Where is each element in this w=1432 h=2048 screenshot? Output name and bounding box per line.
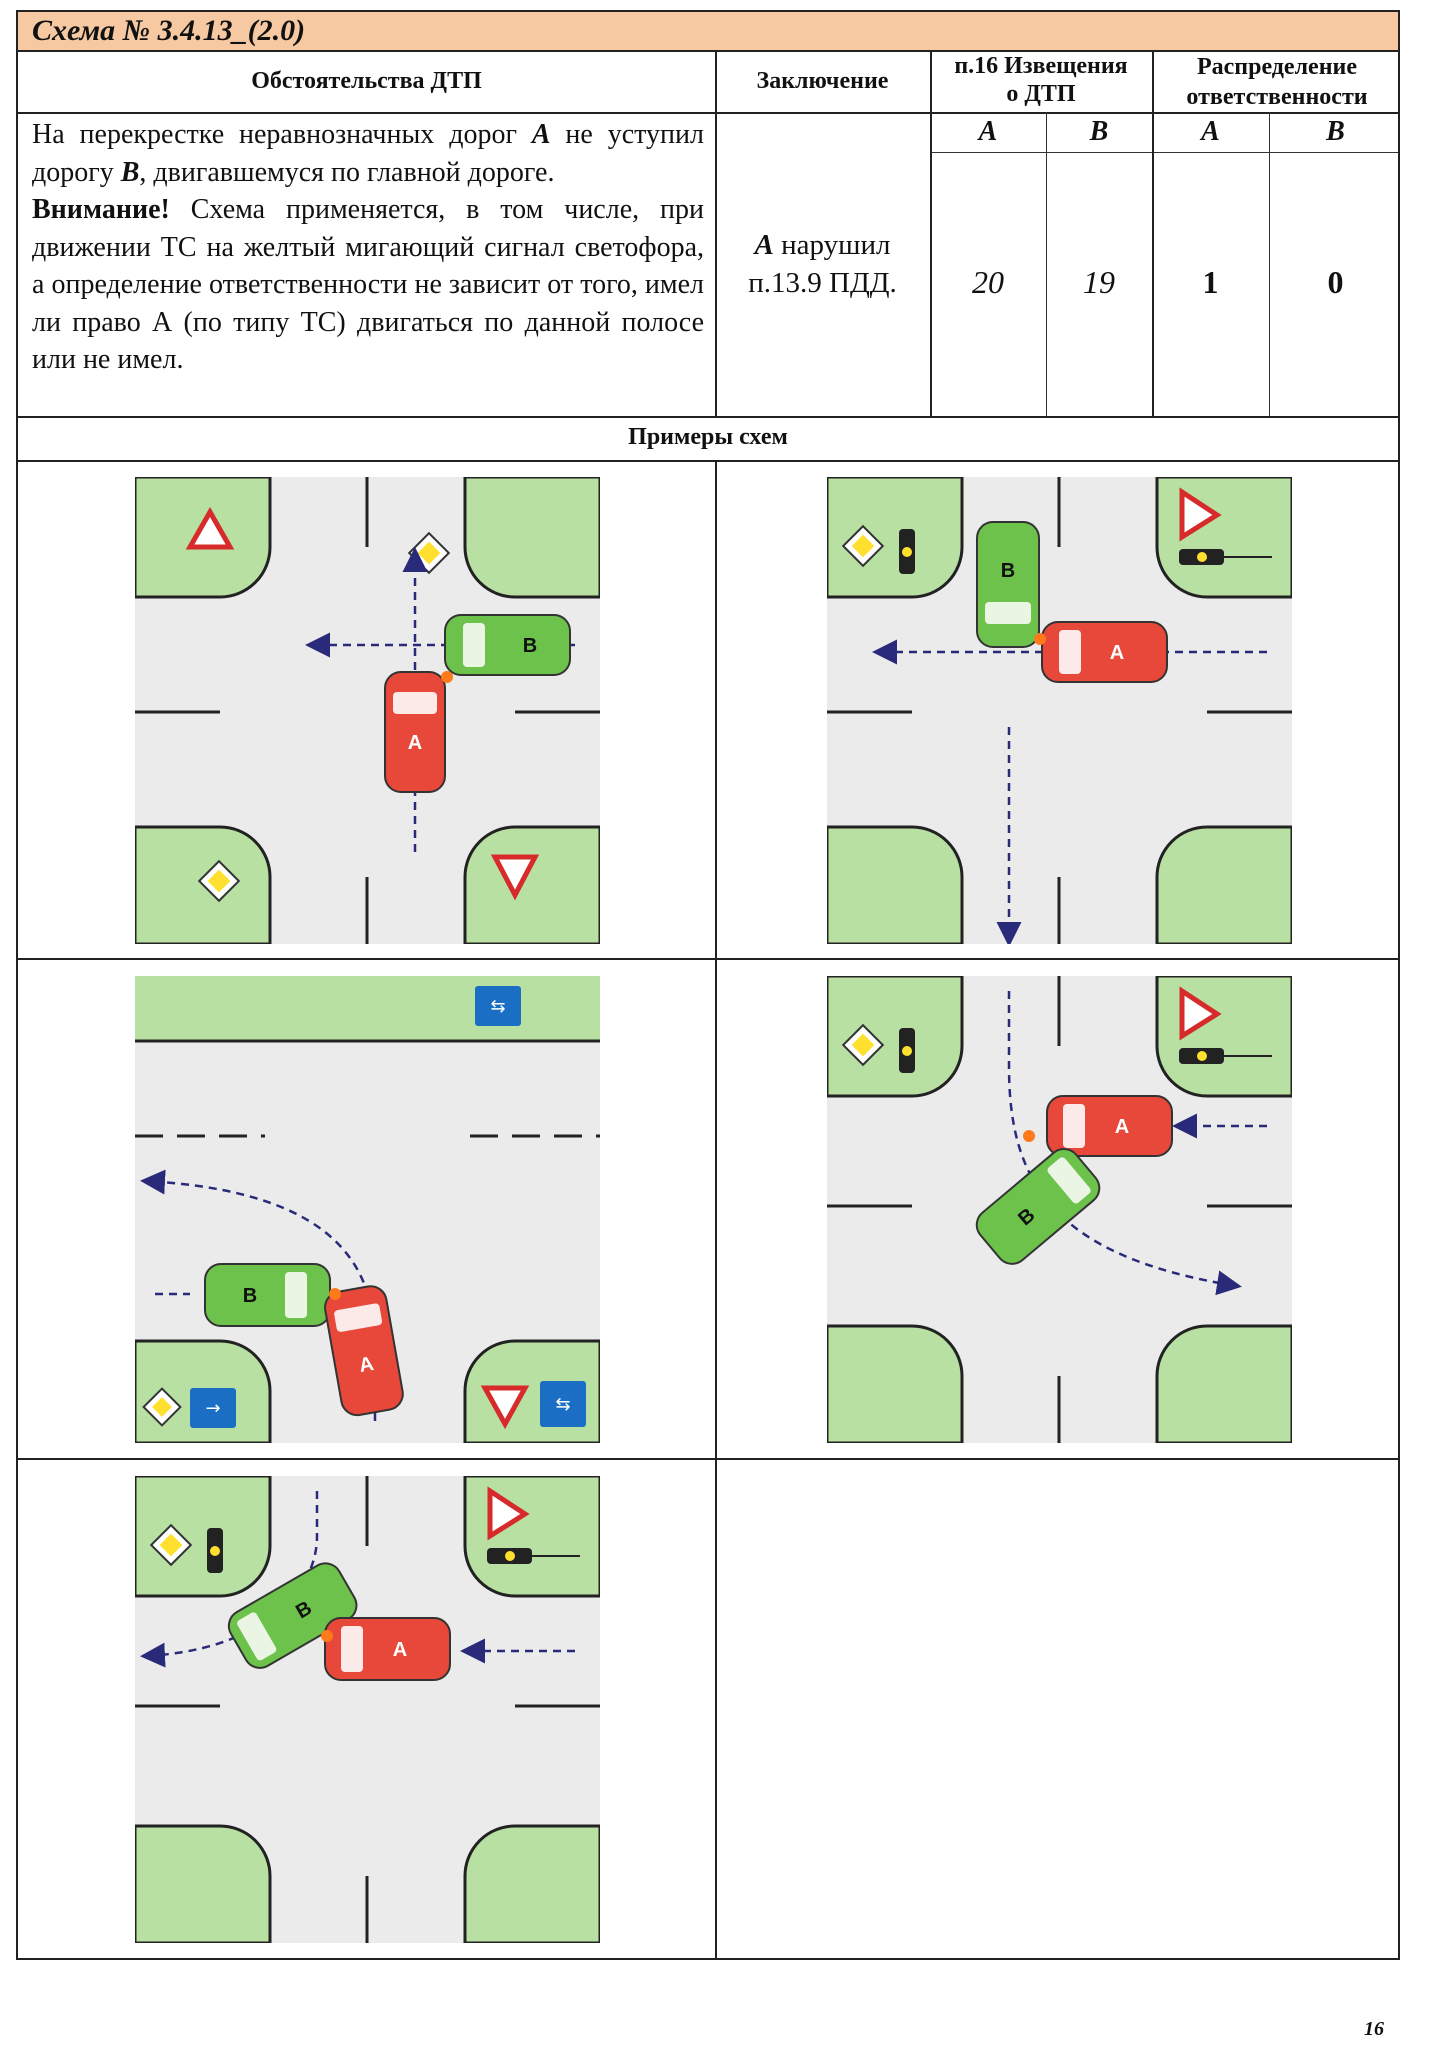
grass-corner bbox=[1157, 1326, 1292, 1443]
grass-corner bbox=[135, 1826, 270, 1943]
grass-strip bbox=[135, 976, 600, 1041]
conclusion-line1: нарушил bbox=[773, 229, 891, 261]
example-diagram-1 bbox=[135, 477, 600, 944]
header-circumstances: Обстоятельства ДТП bbox=[251, 68, 482, 94]
header-resp-line1: Распределение bbox=[1196, 54, 1358, 80]
car-b-label: B bbox=[242, 1285, 258, 1307]
car-a bbox=[325, 1618, 450, 1680]
grass-corner bbox=[827, 827, 962, 944]
attention-label: Внимание! bbox=[32, 194, 170, 225]
grass-corner bbox=[465, 1826, 600, 1943]
grass-corner bbox=[135, 1476, 270, 1596]
circumstances-text bbox=[32, 116, 704, 379]
grass-corner bbox=[827, 1326, 962, 1443]
divider bbox=[18, 1458, 1398, 1460]
grass-corner bbox=[1157, 976, 1292, 1096]
car-b bbox=[205, 1264, 330, 1326]
page-number: 16 bbox=[1364, 2018, 1384, 2040]
header-resp-line2: ответственности bbox=[1186, 84, 1368, 110]
impact-icon bbox=[1023, 1130, 1035, 1142]
grass-corner bbox=[465, 827, 600, 944]
divider bbox=[715, 460, 717, 1960]
conclusion-line2: п.13.9 ПДД. bbox=[748, 267, 897, 299]
car-a-label: A bbox=[1114, 1116, 1130, 1138]
grass-corner bbox=[465, 1476, 600, 1596]
car-a-label: A bbox=[1109, 642, 1125, 664]
svg-text:⇆: ⇆ bbox=[490, 996, 506, 1017]
example-diagram-3 bbox=[135, 976, 600, 1443]
car-a-label: A bbox=[407, 732, 423, 754]
grass-corner bbox=[465, 477, 600, 597]
header-notice bbox=[930, 52, 1152, 108]
attention-text: Схема применяется, в том числе, при движении ТС на желтый мигающий сигнал светофора, а определение ответственности не зависит от того, имел ли право А (по типу ТС) двигаться по данной полосе или не имел. bbox=[32, 194, 704, 375]
svg-text:⇆: ⇆ bbox=[555, 1394, 571, 1415]
circ-text: , двигавшемуся по главной дороге. bbox=[139, 156, 555, 188]
vehicle-a-ref: А bbox=[531, 119, 551, 150]
impact-icon bbox=[1034, 633, 1046, 645]
sub-header-b: B bbox=[1089, 116, 1109, 147]
impact-icon bbox=[329, 1288, 341, 1300]
car-b-label: B bbox=[1000, 560, 1016, 582]
svg-text:→: → bbox=[205, 1398, 221, 1419]
example-diagram-5 bbox=[135, 1476, 600, 1943]
circ-text: На перекрестке неравнозначных дорог bbox=[32, 119, 532, 150]
conclusion-text bbox=[715, 226, 930, 302]
divider bbox=[18, 460, 1398, 462]
example-diagram-2 bbox=[827, 477, 1292, 944]
scheme-table bbox=[16, 10, 1400, 1960]
resp-a-value: 1 bbox=[1202, 264, 1219, 300]
car-a bbox=[1047, 1096, 1172, 1156]
divider bbox=[18, 416, 1398, 418]
divider bbox=[18, 112, 1398, 114]
impact-icon bbox=[321, 1630, 333, 1642]
car-a bbox=[385, 672, 445, 792]
car-b bbox=[445, 615, 570, 675]
header-notice-line2: о ДТП bbox=[1006, 81, 1076, 107]
vehicle-b-ref: В bbox=[120, 156, 140, 188]
scheme-title: Схема № 3.4.13_(2.0) bbox=[32, 14, 306, 47]
example-diagram-4 bbox=[827, 976, 1292, 1443]
header-conclusion: Заключение bbox=[756, 68, 889, 94]
sub-header-a: A bbox=[978, 116, 998, 147]
grass-corner bbox=[1157, 827, 1292, 944]
car-b-label: B bbox=[1014, 1204, 1040, 1231]
car-a bbox=[1042, 622, 1167, 682]
sub-header-b: B bbox=[1326, 116, 1345, 147]
notice-b-value: 19 bbox=[1083, 264, 1115, 300]
divider bbox=[18, 958, 1398, 960]
sub-header-a: A bbox=[1201, 116, 1220, 147]
header-notice-line1: п.16 Извещения bbox=[954, 53, 1128, 79]
grass-corner bbox=[827, 976, 962, 1096]
resp-b-value: 0 bbox=[1327, 264, 1344, 300]
circ-text: не уступил дорогу bbox=[32, 119, 704, 188]
header-responsibility bbox=[1152, 52, 1402, 112]
notice-a-value: 20 bbox=[972, 264, 1004, 300]
vehicle-a-ref: А bbox=[754, 229, 774, 261]
examples-label: Примеры схем bbox=[628, 424, 788, 450]
car-a-label: A bbox=[357, 1352, 376, 1378]
car-a-label: A bbox=[392, 1639, 408, 1661]
car-b bbox=[977, 522, 1039, 647]
grass-corner bbox=[827, 477, 962, 597]
impact-icon bbox=[441, 671, 453, 683]
grass-corner bbox=[1157, 477, 1292, 597]
car-b-label: B bbox=[292, 1597, 316, 1624]
divider bbox=[930, 152, 1398, 153]
car-b-label: B bbox=[522, 635, 538, 657]
